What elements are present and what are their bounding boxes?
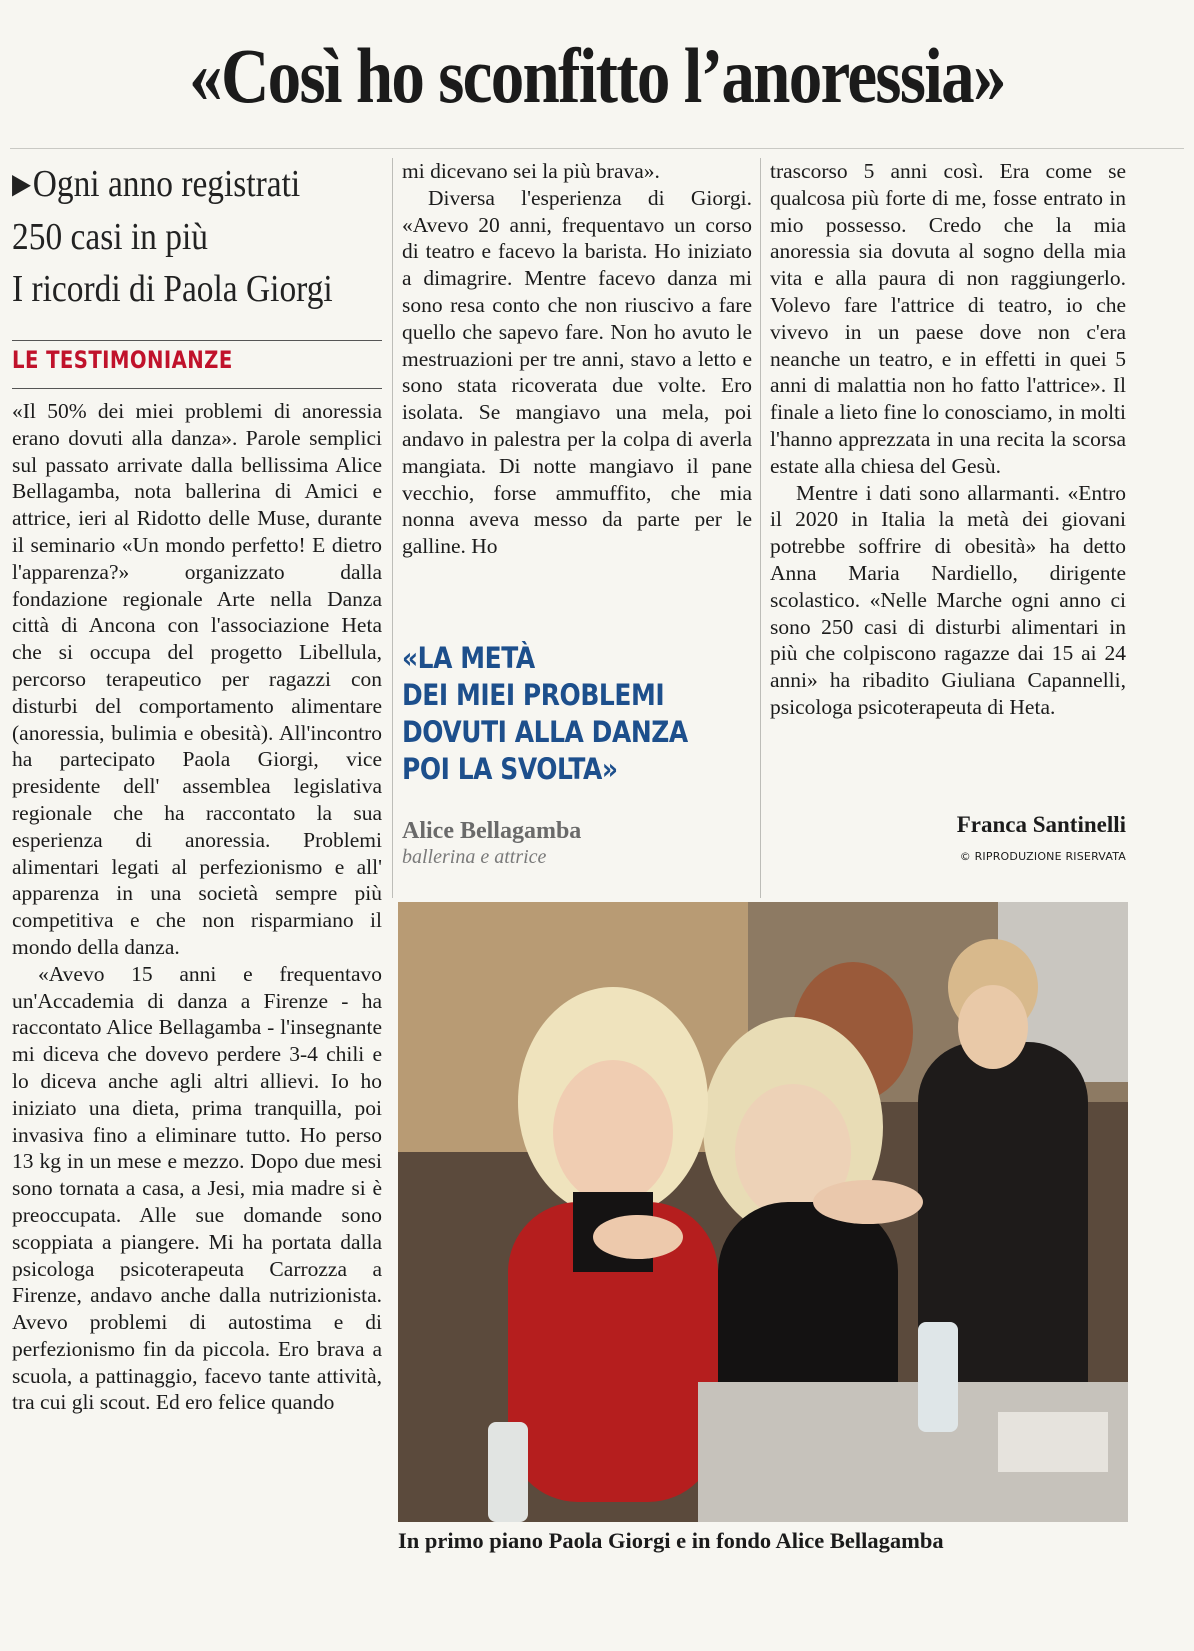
subhead bbox=[12, 158, 392, 315]
article-photo bbox=[398, 902, 1128, 1522]
copyright-notice: © RIPRODUZIONE RISERVATA bbox=[959, 850, 1126, 863]
paragraph: trascorso 5 anni così. Era come se qualcosa più forte di me, fosse entrato in mio possesso. Credo che la mia anoressia sia dovuta al sogno della mia vita e alla paura di non raggiungerlo. Volevo fare l'attrice di teatro, io che vivevo in un paese dove non c'era neanche un teatro, e in effetti in quei 5 anni di malattia non ho fatto l'attrice». Il finale a lieto fine lo conosciamo, in molti l'hanno apprezzata in una recita la scorsa estate alla chiesa del Gesù. bbox=[770, 159, 1126, 478]
pull-quote-line: POI LA SVOLTA» bbox=[402, 752, 618, 786]
pull-quote-line: «LA METÀ bbox=[402, 641, 535, 675]
pull-quote-line: DOVUTI ALLA DANZA bbox=[402, 715, 688, 749]
article-column-2 bbox=[402, 158, 752, 560]
headline: «Così ho sconfitto l’anoressia» bbox=[189, 32, 1005, 119]
section-rule-bottom bbox=[12, 388, 382, 389]
pull-quote-role: ballerina e attrice bbox=[402, 846, 547, 868]
byline: Franca Santinelli bbox=[956, 812, 1126, 837]
subhead-line-2: 250 casi in più bbox=[12, 216, 208, 258]
paragraph: «Il 50% dei miei problemi di anoressia erano dovuti alla danza». Parole semplici sul passato arrivate dalla bellissima Alice Bellagamba, nota ballerina di Amici e attrice, ieri al Ridotto delle Muse, durante il seminario «Un mondo perfetto! E dietro l'apparenza?» organizzato dalla fondazione regionale Arte nella Danza città di Ancona con l'associazione Heta che si occupa del progetto Libellula, percorso terapeutico per ragazzi con disturbi del comportamento alimentare (anoressia, bulimia e obesità). All'incontro ha partecipato Paola Giorgi, vice presidente dell' assemblea legislativa regionale che ha raccontato la sua esperienza di anoressia. Problemi alimentari legati al perfezionismo e all' apparenza in una società sempre più competitiva e che non risparmiano il mondo della danza. bbox=[12, 399, 382, 959]
paragraph: Mentre i dati sono allarmanti. «Entro il 2020 in Italia la metà dei giovani potrebbe soffrire di obesità» ha detto Anna Maria Nardiello, dirigente scolastico. «Nelle Marche ogni anno ci sono 250 casi di disturbi alimentari in più che colpiscono ragazze dai 15 ai 24 anni» ha ribadito Giuliana Capannelli, psicologa psicoterapeuta di Heta. bbox=[770, 480, 1126, 719]
triangle-right-icon: ▶ bbox=[12, 169, 31, 200]
pull-quote bbox=[402, 640, 763, 788]
section-label: LE TESTIMONIANZE bbox=[12, 346, 233, 374]
article-column-1 bbox=[12, 398, 382, 1416]
article-column-3 bbox=[770, 158, 1126, 721]
paragraph: mi dicevano sei la più brava». bbox=[402, 159, 660, 183]
paragraph: Diversa l'esperienza di Giorgi. «Avevo 20 anni, frequentavo un corso di teatro e facevo la barista. Ho iniziato a dimagrire. Mentre facevo danza mi sono resa conto che non riuscivo a fare quello che sapevo fare. Non ho avuto le mestruazioni per tre anni, stavo a letto e sono stata ricoverata due volte. Ero isolata. Se mangiavo una mela, poi andavo in palestra per la colpa di averla mangiata. Di notte mangiavo il pane vecchio, forse ammuffito, che mia nonna aveva messo da parte per le galline. Ho bbox=[402, 185, 752, 559]
paragraph: «Avevo 15 anni e frequentavo un'Accademia di danza a Firenze - ha raccontato Alice Bellagamba - l'insegnante mi diceva che dovevo perdere 3-4 chili e lo diceva anche agli altri allievi. Io ho iniziato una dieta, prima tranquilla, poi invasiva fino a eliminare tutto. Ho perso 13 kg in un mese e mezzo. Dopo due mesi sono tornata a casa, a Jesi, mia madre si è preoccupata. Alle sue domande sono scoppiata a piangere. Mi ha portata dalla psicologa psicoterapeuta Carrozza a Firenze, andavo anche dalla nutrizionista. Avevo problemi di autostima e di perfezionismo fin da piccola. Ero brava a scuola, a pattinaggio, facevo tante attività, tra cui gli scout. Ed ero felice quando bbox=[12, 961, 382, 1415]
pull-quote-line: DEI MIEI PROBLEMI bbox=[402, 678, 665, 712]
column-divider bbox=[392, 158, 393, 898]
subhead-line-1: ▶Ogni anno registrati bbox=[12, 163, 301, 205]
pull-quote-author: Alice Bellagamba bbox=[402, 818, 582, 844]
headline-rule bbox=[10, 148, 1184, 149]
section-rule-top bbox=[12, 340, 382, 341]
subhead-line-3: I ricordi di Paola Giorgi bbox=[12, 268, 333, 310]
photo-illustration bbox=[398, 902, 1128, 1522]
photo-caption: In primo piano Paola Giorgi e in fondo Alice Bellagamba bbox=[398, 1528, 944, 1553]
